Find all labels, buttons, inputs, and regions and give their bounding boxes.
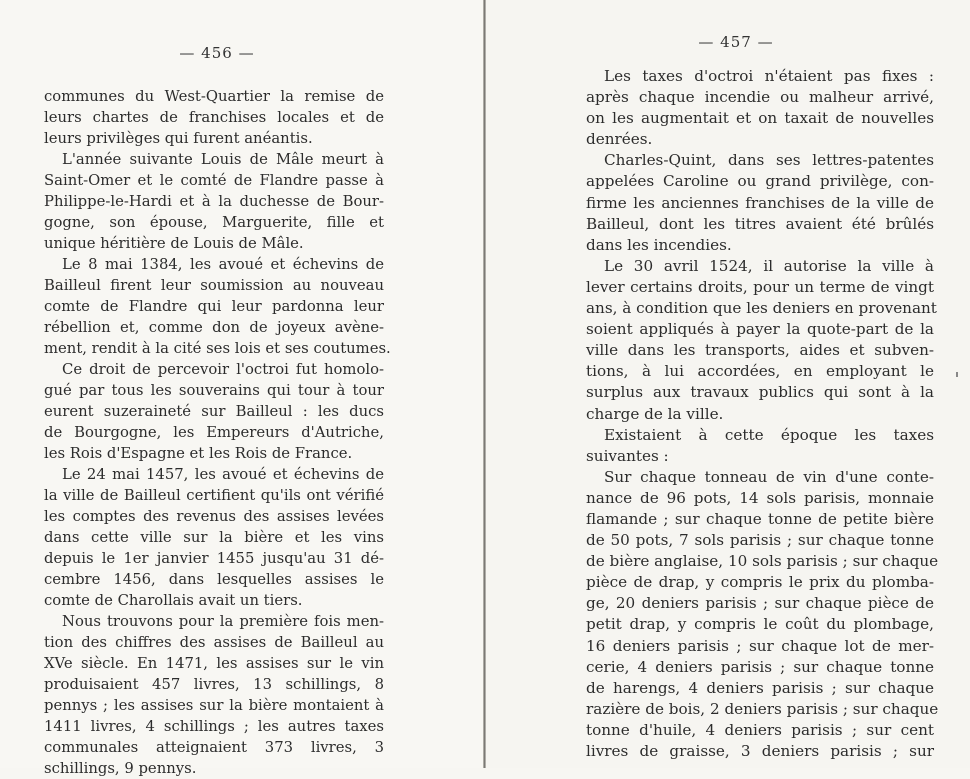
text-line: firme les anciennes franchises de la ville de xyxy=(586,193,934,212)
text-line: XVe siècle. En 1471, les assises sur le vin xyxy=(44,655,384,672)
text-line: Le 30 avril 1524, il autorise la ville à xyxy=(604,256,934,275)
text-line: leurs chartes de franchises locales et de xyxy=(44,109,384,126)
text-line: rébellion et, comme don de joyeux avène- xyxy=(44,319,384,336)
text-line: Charles-Quint, dans ses lettres-patentes xyxy=(604,151,934,170)
text-line: tonne d'huile, 4 deniers parisis ; sur cent xyxy=(586,720,934,739)
text-line: Le 8 mai 1384, les avoué et échevins de xyxy=(62,256,384,273)
text-line: schillings, 9 pennys. xyxy=(44,760,197,777)
text-line: suivantes : xyxy=(586,446,669,465)
text-line: comte de Flandre qui leur pardonna leur xyxy=(44,298,384,315)
text-line: communes du West-Quartier la remise de xyxy=(44,88,384,105)
text-line: eurent suzeraineté sur Bailleul : les ducs xyxy=(44,403,384,420)
text-line: Le 24 mai 1457, les avoué et échevins de xyxy=(62,466,384,483)
text-line: Bailleul firent leur soumission au nouveau xyxy=(44,277,384,294)
text-line: nance de 96 pots, 14 sols parisis, monnaie xyxy=(586,488,934,507)
text-line: de harengs, 4 deniers parisis ; sur chaque xyxy=(586,678,934,697)
text-line: les Rois d'Espagne et les Rois de France. xyxy=(44,445,353,462)
text-line: Nous trouvons pour la première fois men- xyxy=(62,613,384,630)
text-line: livres de graisse, 3 deniers parisis ; sur xyxy=(586,742,934,760)
text-line: la ville de Bailleul certifient qu'ils ont vérifié xyxy=(44,487,384,504)
text-line: de Bourgogne, les Empereurs d'Autriche, xyxy=(44,424,384,441)
text-line: ans, à condition que les deniers en provenant xyxy=(586,299,937,318)
text-line: Philippe-le-Hardi et à la duchesse de Bour- xyxy=(44,193,384,210)
text-line: pennys ; les assises sur la bière montaient à xyxy=(44,697,384,714)
text-line: petit drap, y compris le coût du plombage, xyxy=(586,615,934,634)
text-line: L'année suivante Louis de Mâle meurt à xyxy=(62,151,384,168)
text-line: cembre 1456, dans lesquelles assises le xyxy=(44,571,384,588)
text-line: ment, rendit à la cité ses lois et ses coutumes. xyxy=(44,340,391,357)
right-page-number: — 457 — xyxy=(698,33,774,51)
text-line: flamande ; sur chaque tonne de petite bière xyxy=(586,509,934,528)
text-line: pièce de drap, y compris le prix du plomba- xyxy=(586,573,934,592)
text-line: ge, 20 deniers parisis ; sur chaque pièce de xyxy=(586,594,934,613)
text-line: gogne, son épouse, Marguerite, fille et xyxy=(44,214,384,231)
text-line: après chaque incendie ou malheur arrivé, xyxy=(586,88,934,107)
text-line: charge de la ville. xyxy=(586,404,724,423)
text-line: tion des chiffres des assises de Bailleul au xyxy=(44,634,384,651)
text-line: Existaient à cette époque les taxes xyxy=(604,425,934,444)
text-line: denrées. xyxy=(586,130,653,149)
text-line: on les augmentait et on taxait de nouvelles xyxy=(586,109,934,128)
text-line: Les taxes d'octroi n'étaient pas fixes : xyxy=(604,67,934,85)
text-line: cerie, 4 deniers parisis ; sur chaque tonne xyxy=(586,657,934,676)
text-line: dans les incendies. xyxy=(586,235,732,254)
text-line: appelées Caroline ou grand privilège, con- xyxy=(586,172,934,191)
text-line: Saint-Omer et le comté de Flandre passe à xyxy=(44,172,384,189)
text-line: depuis le 1er janvier 1455 jusqu'au 31 dé- xyxy=(44,550,384,567)
text-line: produisaient 457 livres, 13 schillings, 8 xyxy=(44,676,384,693)
left-page-body xyxy=(44,86,391,779)
text-line: razière de bois, 2 deniers parisis ; sur chaque xyxy=(586,699,939,718)
text-line: comte de Charollais avait un tiers. xyxy=(44,592,303,609)
text-line: de bière anglaise, 10 sols parisis ; sur chaque xyxy=(586,552,939,571)
text-line: de 50 pots, 7 sols parisis ; sur chaque tonne xyxy=(586,531,934,550)
text-line: ville dans les transports, aides et subven- xyxy=(586,341,934,360)
text-line: Ce droit de percevoir l'octroi fut homolo- xyxy=(62,361,384,378)
left-page xyxy=(0,0,486,777)
right-page xyxy=(486,0,970,768)
text-line: les comptes des revenus des assises levées xyxy=(44,508,384,525)
margin-mark xyxy=(956,372,958,377)
text-line: tions, à lui accordées, en employant le xyxy=(586,362,934,381)
text-line: leurs privilèges qui furent anéantis. xyxy=(44,130,313,147)
text-line: 16 deniers parisis ; sur chaque lot de mer- xyxy=(586,636,934,655)
text-line: lever certains droits, pour un terme de vingt xyxy=(586,277,934,296)
text-line: dans cette ville sur la bière et les vins xyxy=(44,529,384,546)
text-line: surplus aux travaux publics qui sont à la xyxy=(586,383,934,402)
text-line: Bailleul, dont les titres avaient été brûlés xyxy=(586,214,934,233)
text-line: unique héritière de Louis de Mâle. xyxy=(44,235,304,252)
text-line: soient appliqués à payer la quote-part de la xyxy=(586,320,934,339)
text-line: 1411 livres, 4 schillings ; les autres taxes xyxy=(44,718,384,735)
text-line: Sur chaque tonneau de vin d'une conte- xyxy=(604,467,934,486)
right-page-body xyxy=(586,66,939,762)
left-page-number: — 456 — xyxy=(179,44,255,62)
text-line: gué par tous les souverains qui tour à tour xyxy=(44,382,384,399)
text-line: communales atteignaient 373 livres, 3 xyxy=(44,739,384,756)
